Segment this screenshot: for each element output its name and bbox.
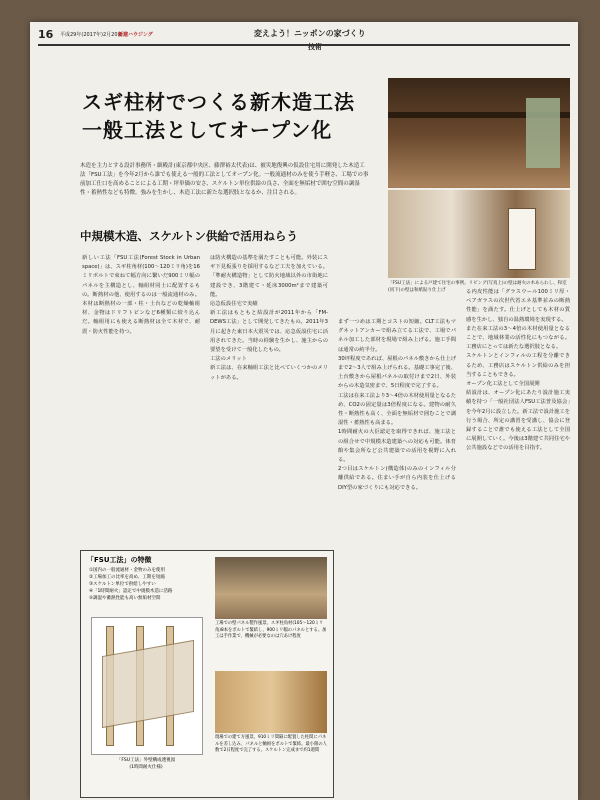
- list-item: ①国内の一般流通材・金物のみを使用: [89, 568, 166, 573]
- list-item: ④「1時間耐火」認定で中規模木造に活路: [89, 589, 173, 594]
- shoji-door: [508, 208, 536, 270]
- construction-photo: [215, 671, 327, 733]
- factory-photo-caption: 工場での壁パネル製作風景。スギ柱角材(105〜120ミリ角)8本をボルトで緊結し、900ミリ幅のパネルとする。加工は手作業で、機械が必要なのは穴あけ程度: [215, 621, 327, 639]
- page-header: [38, 28, 570, 51]
- feature-box-title: 「FSU工法」の特徴: [87, 556, 152, 564]
- title-line-2: 一般工法としてオープン化: [82, 118, 333, 142]
- header-rule: [38, 44, 570, 46]
- list-item: ③スケルトン単位で供給しやすい: [89, 582, 156, 587]
- issue-date: 平成29年(2017年)2月20日: [60, 32, 123, 38]
- list-item: ⑤調湿や蓄熱性能も高い無垢材空間: [89, 596, 161, 601]
- newspaper-page: [30, 22, 578, 800]
- photo-caption: 「FSU工法」による戸建て住宅の事例。リビング(写真上)の壁は耐火の木あらわし、和室(同下)の壁は和紙貼り仕上げ: [388, 281, 567, 293]
- title-line-1: スギ柱材でつくる新木造工法: [82, 90, 355, 114]
- list-item: ②工場加工の比率を高め、工期を短縮: [89, 575, 165, 580]
- feature-box: [80, 550, 334, 798]
- page-number: 16: [38, 28, 54, 41]
- article-title: [82, 88, 355, 144]
- wall-panel: [102, 640, 194, 728]
- article-subheading: 中規模木造、スケルトン供給で活用ねらう: [80, 229, 298, 243]
- body-column-4: る内皮性能は「グラスウール100ミリ厚・ペアガラスの次世代省エネ基準並みの断熱性能」を満たす。仕上げとしても木材の質感を生かし、独自の温熱環境を実現する。 また在来工法の3〜4倍の木材使用量となることで、地域林業の活性化にもつながる。工務店にとっては新たな選択肢となる。 スケルトンとインフィルの工程を分離できるため、工務店はスケルトン供給のみを担当することもできる。 オープン化工法として全国展開 結設計は、オープン化にあたり設計施工実績を持つ「一般社団法人FSU工法普及協会」を今年2月に設立した。新工法で設計施工を行う場合、所定の講習を受講し、協会に登録することで誰でも使える工法として全国に展開していく。今後は3階建て共同住宅や公共施設などでの活用を目指す。: [466, 289, 571, 452]
- factory-photo: [215, 557, 327, 619]
- window-light: [526, 98, 560, 168]
- category-label: 技術: [308, 43, 322, 51]
- diagram-caption: 「FSU工法」外壁構成透視図 (1時間耐火仕様): [116, 758, 176, 770]
- wall-diagram: [91, 617, 203, 755]
- construction-photo-caption: 現場での建て方風景。910ミリ間隔に配置した柱間にパネルを差し込み、パネルと軸組をボルトで緊結。最小限の人数で2日程度で完了する。スケルトン完成まで約1週間: [215, 735, 327, 753]
- publication-brand: 新建ハウジング: [118, 32, 153, 38]
- section-title: 変えよう！ニッポンの家づくり: [254, 29, 366, 38]
- body-column-3: まず一つめは工期とコストの短縮。CLT工法もマグネットアンカーで組み立てる工法で、工場でパネル加工した部材を現場で組み上げる。施工手間は通常の約半分。 30坪程度であれば、屋根のパネル敷きから仕上げまで2〜3人で組み上げられる。基礎工事完了後、土台敷きから屋根パネルの取付けまで2日、外装からの木造気密まで、5日程度で完了する。 工法は在来工法より3〜4倍の木材使用量となるため、CO2の固定量は3倍程度になる。建物の耐久性・断熱性も高く、全面を無垢材で囲むことで調湿性・蓄熱性も高まる。 1時間耐火の大臣認定を取得できれば、施工法との組合せで中規模木造建築への対応も可能。体育館や集会所など公共建築での活用を視野に入れる。 2つ目はスケルトン(構造体)のみのインフィル分離供給である。住まい手が自ら内装を仕上げるDIY型の家づくりにも対応できる。: [338, 319, 456, 491]
- body-column-2: は防火構造の基準を満たすことも可能。外装にスギ下見板張りを採用するなど工夫を加えている。「準耐火構造物」として防火地域以外の市街地に建設でき、3階建て・延床3000m²まで建築可能。 応急仮設住宅で実績 新工法はもともと結設計が2011年から「FM-DEWS工法」として開発してきたもの。2011年3月に起きた東日本大震災では、応急仮設住宅に活用されてきた。当時の経験を生かし、施主からの要望を受けて一般化したもの。 工法のメリット 新工法は、在来軸組工法と比べていくつかのメリットがある。: [210, 255, 328, 381]
- lead-paragraph: 木造を主力とする設計事務所・細殿計(東京都中央区、藤澤裕太代表)は、被災地復興の仮設住宅用に開発した木造工法「FSU工法」を今年2月から誰でも使える一般的工法としてオープン化。一般流通材のみを使う手軽さ、工場での事前加工仕口を高めることによる工期・坪単価の安さ、スケルトン単位供給の良さ、全面を無垢材で囲む空間の調湿性・蓄熱性なども特徴。強みを生かし、木造工法に新たな選択肢となるか、注目される。: [80, 163, 369, 196]
- body-column-1: 新しい工法「FSU工法(Forest Stock in Urban space)」は、スギ柱角材(100〜120ミリ角)を16ミリボルトで束ねて幅方向に繋いだ900ミリ幅のパネルを主構造とし、軸組材同士に配置するもの。断熱材の他、使用するのは一般流通材のみ。本材は断熱材の一部・柱・土台などの乾燥軸組材、金物はドリフトピンなど6種類に絞り込んだ。軸組用にも使える断熱材は全て木材で、耐震・防火性能を持つ。: [82, 255, 200, 335]
- feature-list: [89, 567, 209, 602]
- japanese-room-photo: [388, 188, 570, 278]
